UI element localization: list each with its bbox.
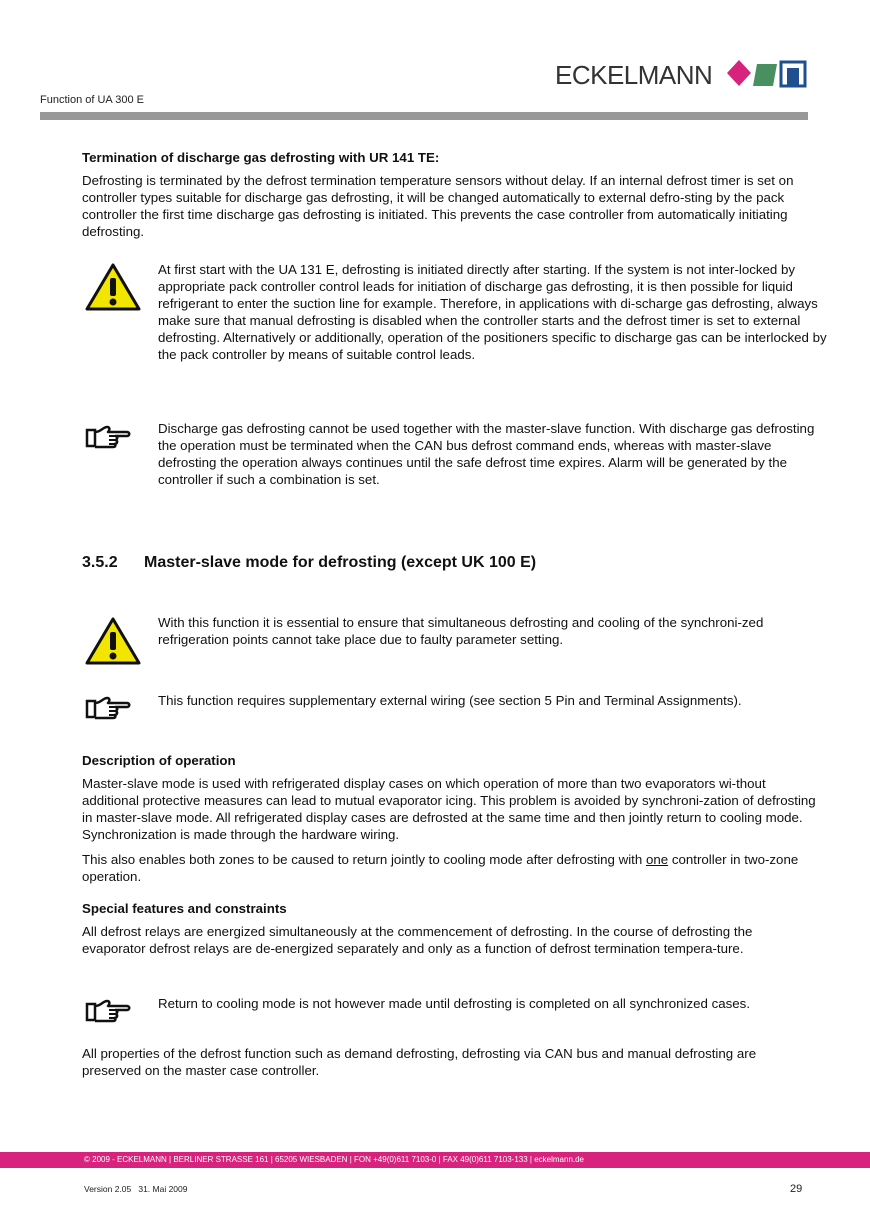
section-title: Master-slave mode for defrosting (except UK 100 E) [144,554,537,571]
note-text-external-wiring: This function requires supplementary external wiring (see section 5 Pin and Terminal Assignments). [158,693,742,708]
warning-icon [85,262,141,312]
pointing-hand-icon [85,695,131,721]
termination-heading: Termination of discharge gas defrosting with UR 141 TE: [82,150,440,165]
two-zone-text-end: controller in two-zone operation. [82,852,799,884]
pointing-hand-icon [85,998,131,1024]
header-rule [40,112,808,120]
two-zone-text-emphasis: one [645,852,669,867]
termination-paragraph: Defrosting is terminated by the defrost termination temperature sensors without delay. If an internal defrost timer is set on controller types suitable for discharge gas defrosting, it will be changed automatically to external defro-sting by the pack controller the first time discharge gas defrosting is initiated. This prevents the case controller from automatically initiating defrosting. [82,173,794,239]
description-paragraph: Master-slave mode is used with refrigerated display cases on which operation of more than two evaporators wi-thout additional protective measures can lead to mutual evaporator icing. This problem is avoided by synchroni-zation of defrosting in master-slave mode. All refrigerated display cases are defrosted at the same time and then jointly return to cooling mode. Synchronization is made through the hardware wiring. [82,776,816,842]
warning-text-initial-start: At first start with the UA 131 E, defrosting is initiated directly after starting. If the system is not inter-locked by appropriate pack controller control leads for initiation of discharge gas defrosting, it is then possible for liquid refrigerant to enter the suction line for example. Therefore, in applications with di-scharge gas defrosting, always make sure that manual defrosting is disabled when the controller starts and the defrost timer is set to external defrosting. Alternatively or additionally, operation of the positioners specific to discharge gas can be interlocked by the pack controller by means of suitable control leads. [158,262,827,362]
warning-icon [85,616,141,666]
logo-squares-icon [725,58,809,90]
description-heading: Description of operation [82,753,236,768]
pointing-hand-icon [85,424,131,450]
section-number: 3.5.2 [82,554,118,571]
two-zone-text-start: This also enables both zones to be caused to return jointly to cooling mode after defrosting with [82,852,646,867]
special-features-paragraph: All defrost relays are energized simultaneously at the commencement of defrosting. In the course of defrosting the evaporator defrost relays are de-energized separately and only as a function of defrost termination tempera-ture. [82,924,753,956]
logo-red-diamond [727,60,751,86]
two-zone-paragraph [82,851,817,885]
running-header-title: Function of UA 300 E [40,94,144,106]
special-features-heading: Special features and constraints [82,901,287,916]
note-text-master-slave-conflict: Discharge gas defrosting cannot be used together with the master-slave function. With discharge gas defrosting the operation must be terminated when the CAN bus defrost command ends, whereas with master-slave defrosting the operation always continues until the safe defrost time expires. Alarm will be generated by the controller if such a combination is set. [158,421,815,487]
logo-green-square [753,64,777,86]
footer-address: © 2009 - ECKELMANN | BERLINER STRASSE 161 | 65205 WIESBADEN | FON +49(0)611 7103-0 | FAX 49(0)611 7103-133 | eckelmann.de [84,1155,585,1164]
version-date: Version 2.05 31. Mai 2009 [84,1184,188,1194]
page-number: 29 [790,1183,803,1195]
note-text-return-to-cooling: Return to cooling mode is not however made until defrosting is completed on all synchronized cases. [158,996,751,1011]
eckelmann-logo [555,56,810,90]
section-heading [82,554,817,572]
warning-text-synchronization: With this function it is essential to ensure that simultaneous defrosting and cooling of the synchroni-zed refrigeration points cannot take place due to faulty parameter setting. [158,615,764,647]
closing-paragraph: All properties of the defrost function such as demand defrosting, defrosting via CAN bus and manual defrosting are preserved on the master case controller. [82,1046,757,1078]
logo-blue-square [787,68,799,86]
logo-text: ECKELMANN [555,60,713,90]
